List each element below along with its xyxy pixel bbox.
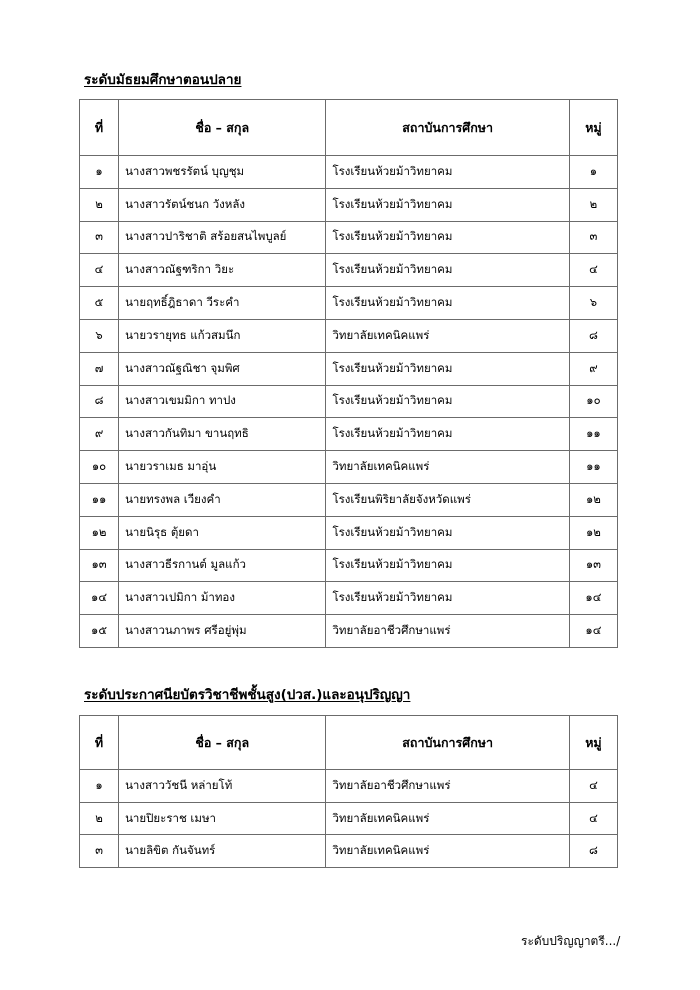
cell-institution: โรงเรียนห้วยม้าวิทยาคม bbox=[326, 582, 569, 615]
cell-no: ๔ bbox=[80, 254, 119, 287]
cell-no: ๑๐ bbox=[80, 451, 119, 484]
cell-name: นายทรงพล เวียงคำ bbox=[119, 483, 326, 516]
cell-institution: วิทยาลัยอาชีวศึกษาแพร่ bbox=[326, 615, 569, 648]
table-row bbox=[80, 188, 618, 221]
cell-name: นายวราเมธ มาอุ่น bbox=[119, 451, 326, 484]
cell-institution: วิทยาลัยเทคนิคแพร่ bbox=[326, 451, 569, 484]
cell-name: นายฤทธิ์ฎิธาดา วีระคำ bbox=[119, 287, 326, 320]
cell-name: นางสาวธีรกานต์ มูลแก้ว bbox=[119, 549, 326, 582]
cell-no: ๑๕ bbox=[80, 615, 119, 648]
header-institution: สถาบันการศึกษา bbox=[326, 100, 569, 156]
header-institution: สถาบันการศึกษา bbox=[326, 716, 569, 770]
cell-institution: โรงเรียนห้วยม้าวิทยาคม bbox=[326, 418, 569, 451]
header-village: หมู่ bbox=[569, 716, 617, 770]
cell-no: ๓ bbox=[80, 221, 119, 254]
cell-institution: โรงเรียนห้วยม้าวิทยาคม bbox=[326, 516, 569, 549]
cell-institution: โรงเรียนห้วยม้าวิทยาคม bbox=[326, 287, 569, 320]
cell-name: นางสาวรัตน์ชนก วังหลัง bbox=[119, 188, 326, 221]
cell-village: ๑๐ bbox=[569, 385, 617, 418]
cell-institution: วิทยาลัยอาชีวศึกษาแพร่ bbox=[326, 770, 569, 803]
cell-village: ๔ bbox=[569, 254, 617, 287]
table-header-row bbox=[80, 716, 618, 770]
header-name: ชื่อ – สกุล bbox=[119, 716, 326, 770]
secondary-students-table bbox=[79, 99, 618, 648]
table-row bbox=[80, 385, 618, 418]
cell-name: นายลิขิต กันจันทร์ bbox=[119, 835, 326, 868]
table-body bbox=[80, 156, 618, 648]
table-row bbox=[80, 221, 618, 254]
cell-village: ๑ bbox=[569, 156, 617, 189]
cell-name: นางสาวณัฐณิชา จุมพิศ bbox=[119, 352, 326, 385]
header-village: หมู่ bbox=[569, 100, 617, 156]
cell-institution: โรงเรียนห้วยม้าวิทยาคม bbox=[326, 385, 569, 418]
header-no: ที่ bbox=[80, 716, 119, 770]
cell-village: ๑๒ bbox=[569, 516, 617, 549]
table-row bbox=[80, 254, 618, 287]
cell-village: ๔ bbox=[569, 802, 617, 835]
cell-name: นางสาวณัฐฑริกา วิยะ bbox=[119, 254, 326, 287]
cell-no: ๘ bbox=[80, 385, 119, 418]
table-row bbox=[80, 516, 618, 549]
cell-village: ๙ bbox=[569, 352, 617, 385]
cell-no: ๑๔ bbox=[80, 582, 119, 615]
cell-village: ๒ bbox=[569, 188, 617, 221]
cell-no: ๗ bbox=[80, 352, 119, 385]
table-row bbox=[80, 770, 618, 803]
cell-no: ๑๓ bbox=[80, 549, 119, 582]
table-row bbox=[80, 549, 618, 582]
cell-village: ๖ bbox=[569, 287, 617, 320]
table-row bbox=[80, 582, 618, 615]
table-row bbox=[80, 615, 618, 648]
cell-no: ๑ bbox=[80, 770, 119, 803]
cell-name: นางสาวเขมมิกา ทาปง bbox=[119, 385, 326, 418]
diploma-students-table bbox=[79, 715, 618, 868]
cell-village: ๘ bbox=[569, 319, 617, 352]
cell-institution: โรงเรียนห้วยม้าวิทยาคม bbox=[326, 352, 569, 385]
cell-institution: วิทยาลัยเทคนิคแพร่ bbox=[326, 319, 569, 352]
cell-name: นางสาวนภาพร ศรีอยู่พุ่ม bbox=[119, 615, 326, 648]
cell-village: ๑๑ bbox=[569, 451, 617, 484]
cell-name: นายปิยะราช เมษา bbox=[119, 802, 326, 835]
cell-institution: วิทยาลัยเทคนิคแพร่ bbox=[326, 835, 569, 868]
cell-no: ๒ bbox=[80, 802, 119, 835]
cell-institution: โรงเรียนห้วยม้าวิทยาคม bbox=[326, 156, 569, 189]
section2-heading: ระดับประกาศนียบัตรวิชาชีพชั้นสูง(ปวส.)และอนุปริญญา bbox=[84, 687, 411, 703]
cell-institution: โรงเรียนห้วยม้าวิทยาคม bbox=[326, 188, 569, 221]
cell-no: ๓ bbox=[80, 835, 119, 868]
cell-name: นายวรายุทธ แก้วสมนึก bbox=[119, 319, 326, 352]
section1-heading: ระดับมัธยมศึกษาตอนปลาย bbox=[84, 72, 242, 88]
cell-no: ๙ bbox=[80, 418, 119, 451]
table-row bbox=[80, 287, 618, 320]
cell-name: นายนิรุธ ตุ้ยดา bbox=[119, 516, 326, 549]
cell-village: ๔ bbox=[569, 770, 617, 803]
cell-name: นางสาวพชรรัตน์ บุญชุม bbox=[119, 156, 326, 189]
cell-village: ๘ bbox=[569, 835, 617, 868]
cell-institution: โรงเรียนห้วยม้าวิทยาคม bbox=[326, 254, 569, 287]
cell-no: ๑๑ bbox=[80, 483, 119, 516]
cell-village: ๑๔ bbox=[569, 582, 617, 615]
cell-institution: โรงเรียนห้วยม้าวิทยาคม bbox=[326, 221, 569, 254]
table-row bbox=[80, 156, 618, 189]
cell-village: ๑๓ bbox=[569, 549, 617, 582]
cell-name: นางสาววัชนี หล่ายโท้ bbox=[119, 770, 326, 803]
cell-institution: วิทยาลัยเทคนิคแพร่ bbox=[326, 802, 569, 835]
table-header-row bbox=[80, 100, 618, 156]
table-row bbox=[80, 319, 618, 352]
cell-village: ๑๒ bbox=[569, 483, 617, 516]
table-row bbox=[80, 418, 618, 451]
cell-no: ๕ bbox=[80, 287, 119, 320]
table-row bbox=[80, 352, 618, 385]
cell-institution: โรงเรียนห้วยม้าวิทยาคม bbox=[326, 549, 569, 582]
cell-no: ๑ bbox=[80, 156, 119, 189]
cell-name: นางสาวปาริชาติ สร้อยสนไพบูลย์ bbox=[119, 221, 326, 254]
header-name: ชื่อ – สกุล bbox=[119, 100, 326, 156]
table-row bbox=[80, 451, 618, 484]
cell-no: ๒ bbox=[80, 188, 119, 221]
table-row bbox=[80, 835, 618, 868]
cell-village: ๑๔ bbox=[569, 615, 617, 648]
header-no: ที่ bbox=[80, 100, 119, 156]
cell-no: ๑๒ bbox=[80, 516, 119, 549]
cell-name: นางสาวเปมิกา ม้าทอง bbox=[119, 582, 326, 615]
cell-village: ๓ bbox=[569, 221, 617, 254]
continuation-note: ระดับปริญญาตรี.../ bbox=[521, 934, 621, 948]
cell-village: ๑๑ bbox=[569, 418, 617, 451]
cell-name: นางสาวกันทิมา ขานฤทธิ bbox=[119, 418, 326, 451]
cell-no: ๖ bbox=[80, 319, 119, 352]
table-body bbox=[80, 770, 618, 868]
cell-institution: โรงเรียนพิริยาลัยจังหวัดแพร่ bbox=[326, 483, 569, 516]
table-row bbox=[80, 802, 618, 835]
table-row bbox=[80, 483, 618, 516]
